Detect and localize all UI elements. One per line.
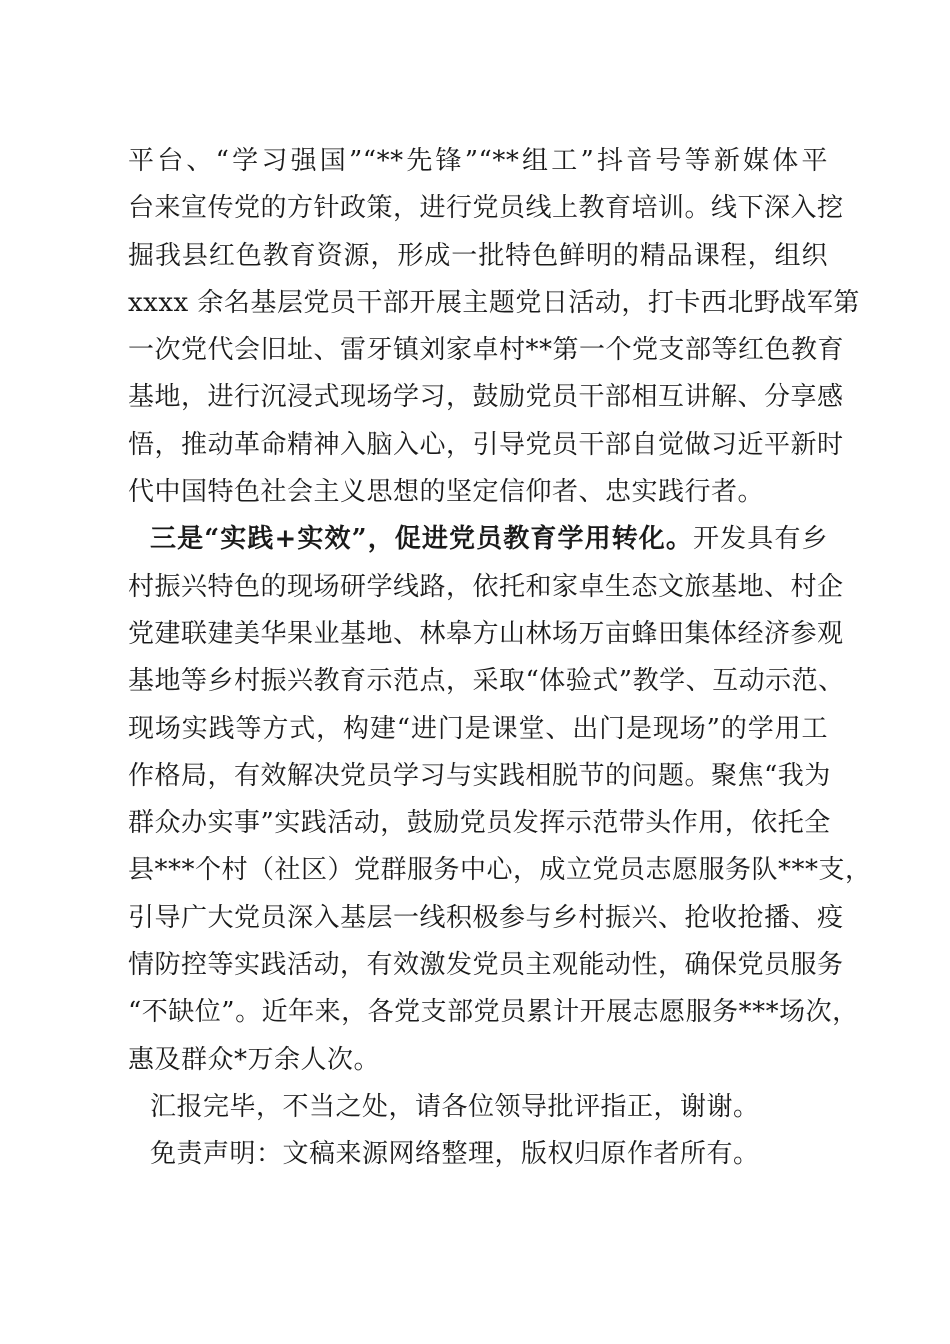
text-line: 党建联建美华果业基地、林皋方山林场万亩蜂田集体经济参观	[128, 618, 844, 649]
text-line: 群众办实事”实践活动，鼓励党员发挥示范带头作用，依托全	[128, 808, 831, 839]
text-line: 掘我县红色教育资源，形成一批特色鲜明的精品课程，组织	[128, 240, 828, 271]
text-line: 基地等乡村振兴教育示范点，采取“体验式”教学、互动示范、	[128, 666, 845, 697]
text-line: 惠及群众*万余人次。	[128, 1044, 381, 1075]
text-line: 引导广大党员深入基层一线积极参与乡村振兴、抢收抢播、疫	[128, 902, 844, 933]
text-line: 基地，进行沉浸式现场学习，鼓励党员干部相互讲解、分享感	[128, 382, 844, 413]
paragraph-3	[128, 1084, 828, 1131]
text-line: 一次党代会旧址、雷牙镇刘家卓村**第一个党支部等红色教育	[128, 335, 845, 366]
text-line: 村振兴特色的现场研学线路，依托和家卓生态文旅基地、村企	[128, 571, 844, 602]
paragraph-2	[128, 516, 872, 1084]
text-line: 平台、“学习强国”“**先锋”“**组工”抖音号等新媒体平	[128, 146, 828, 176]
text-span: 开发具有乡	[693, 524, 828, 555]
text-line: 作格局，有效解决党员学习与实践相脱节的问题。聚焦“我为	[128, 760, 831, 791]
text-line: 代中国特色社会主义思想的坚定信仰者、忠实践行者。	[128, 477, 765, 508]
text-line: 台来宣传党的方针政策，进行党员线上教育培训。线下深入挖	[128, 193, 844, 224]
text-line: 县***个村（社区）党群服务中心，成立党员志愿服务队***支，	[128, 855, 872, 886]
paragraph-1	[128, 138, 860, 516]
text-line: xxxx 余名基层党员干部开展主题党日活动，打卡西北野战军第	[128, 287, 860, 318]
text-line: 免责声明：文稿来源网络整理，版权归原作者所有。	[150, 1139, 760, 1170]
text-line: 汇报完毕，不当之处，请各位领导批评指正，谢谢。	[150, 1091, 760, 1122]
text-line	[128, 516, 828, 563]
text-line: “不缺位”。近年来，各党支部党员累计开展志愿服务***场次，	[128, 997, 859, 1028]
document-page	[128, 138, 872, 1179]
text-line: 悟，推动革命精神入脑入心，引导党员干部自觉做习近平新时	[128, 429, 844, 460]
text-line: 现场实践等方式，构建“进门是课堂、出门是现场”的学用工	[128, 713, 828, 744]
text-line: 情防控等实践活动，有效激发党员主观能动性，确保党员服务	[128, 950, 844, 981]
disclaimer	[128, 1131, 828, 1178]
section-heading: 三是“实践+实效”，促进党员教育学用转化。	[150, 524, 694, 555]
